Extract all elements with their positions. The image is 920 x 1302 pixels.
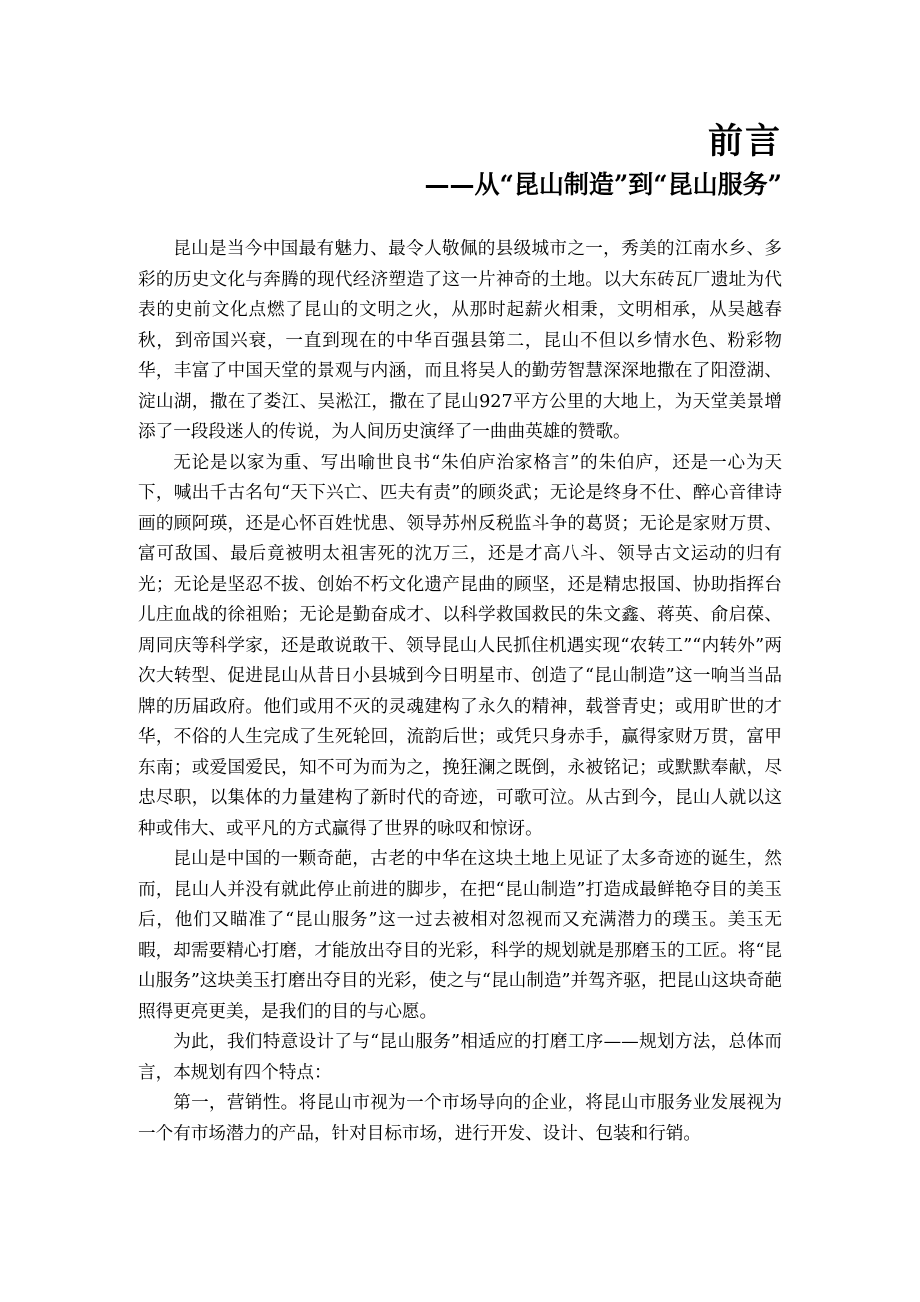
page-title: 前言 bbox=[707, 121, 782, 162]
document-page bbox=[138, 0, 782, 1149]
paragraph-kunshan-service: 昆山是中国的一颗奇葩，古老的中华在这块土地上见证了太多奇迹的诞生，然而，昆山人并没有就此停止前进的脚步，在把“昆山制造”打造成最鲜艳夺目的美玉后，他们又瞄准了“昆山服务”这一过去被相对忽视而又充满潜力的璞玉。美玉无暇，却需要精心打磨，才能放出夺目的光彩，科学的规划就是那磨玉的工匠。将“昆山服务”这块美玉打磨出夺目的光彩，使之与“昆山制造”并驾齐驱，把昆山这块奇葩照得更亮更美，是我们的目的与心愿。 bbox=[138, 849, 782, 1022]
paragraph-feature-marketing: 第一，营销性。将昆山市视为一个市场导向的企业，将昆山市服务业发展视为一个有市场潜力的产品，针对目标市场，进行开发、设计、包装和行销。 bbox=[138, 1093, 782, 1144]
paragraph-historical-figures: 无论是以家为重、写出喻世良书“朱伯庐治家格言”的朱伯庐，还是一心为天下，喊出千古名句“天下兴亡、匹夫有责”的顾炎武；无论是终身不仕、醉心音律诗画的顾阿瑛，还是心怀百姓忧患、领导苏州反税监斗争的葛贤；无论是家财万贯、富可敌国、最后竟被明太祖害死的沈万三，还是才高八斗、领导古文运动的归有光；无论是坚忍不拔、创始不朽文化遗产昆曲的顾坚，还是精忠报国、协助指挥台儿庄血战的徐祖贻；无论是勤奋成才、以科学救国救民的朱文鑫、蒋英、俞启葆、周同庆等科学家，还是敢说敢干、领导昆山人民抓住机遇实现“农转工”“内转外”两次大转型、促进昆山从昔日小县城到今日明星市、创造了“昆山制造”这一响当当品牌的历届政府。他们或用不灭的灵魂建构了永久的精神，载誉青史；或用旷世的才华，不俗的人生完成了生死轮回，流韵后世；或凭只身赤手，赢得家财万贯，富甲东南；或爱国爱民，知不可为而为之，挽狂澜之既倒，永被铭记；或默默奉献，尽忠尽职，以集体的力量建构了新时代的奇迹，可歌可泣。从古到今，昆山人就以这种或伟大、或平凡的方式赢得了世界的咏叹和惊讶。 bbox=[138, 452, 782, 839]
paragraph-kunshan-intro: 昆山是当今中国最有魅力、最令人敬佩的县级城市之一，秀美的江南水乡、多彩的历史文化与奔腾的现代经济塑造了这一片神奇的土地。以大东砖瓦厂遗址为代表的史前文化点燃了昆山的文明之火，从那时起薪火相秉，文明相承，从吴越春秋，到帝国兴衰，一直到现在的中华百强县第二，昆山不但以乡情水色、粉彩物华，丰富了中国天堂的景观与内涵，而且将吴人的勤劳智慧深深地撒在了阳澄湖、淀山湖，撒在了娄江、吴淞江，撒在了昆山927平方公里的大地上，为天堂美景增添了一段段迷人的传说，为人间历史演绎了一曲曲英雄的赞歌。 bbox=[138, 239, 782, 442]
page-subtitle: ——从“昆山制造”到“昆山服务” bbox=[424, 170, 782, 199]
paragraph-planning-method: 为此，我们特意设计了与“昆山服务”相适应的打磨工序——规划方法，总体而言，本规划有四个特点： bbox=[138, 1032, 782, 1083]
body-text bbox=[138, 234, 782, 1149]
